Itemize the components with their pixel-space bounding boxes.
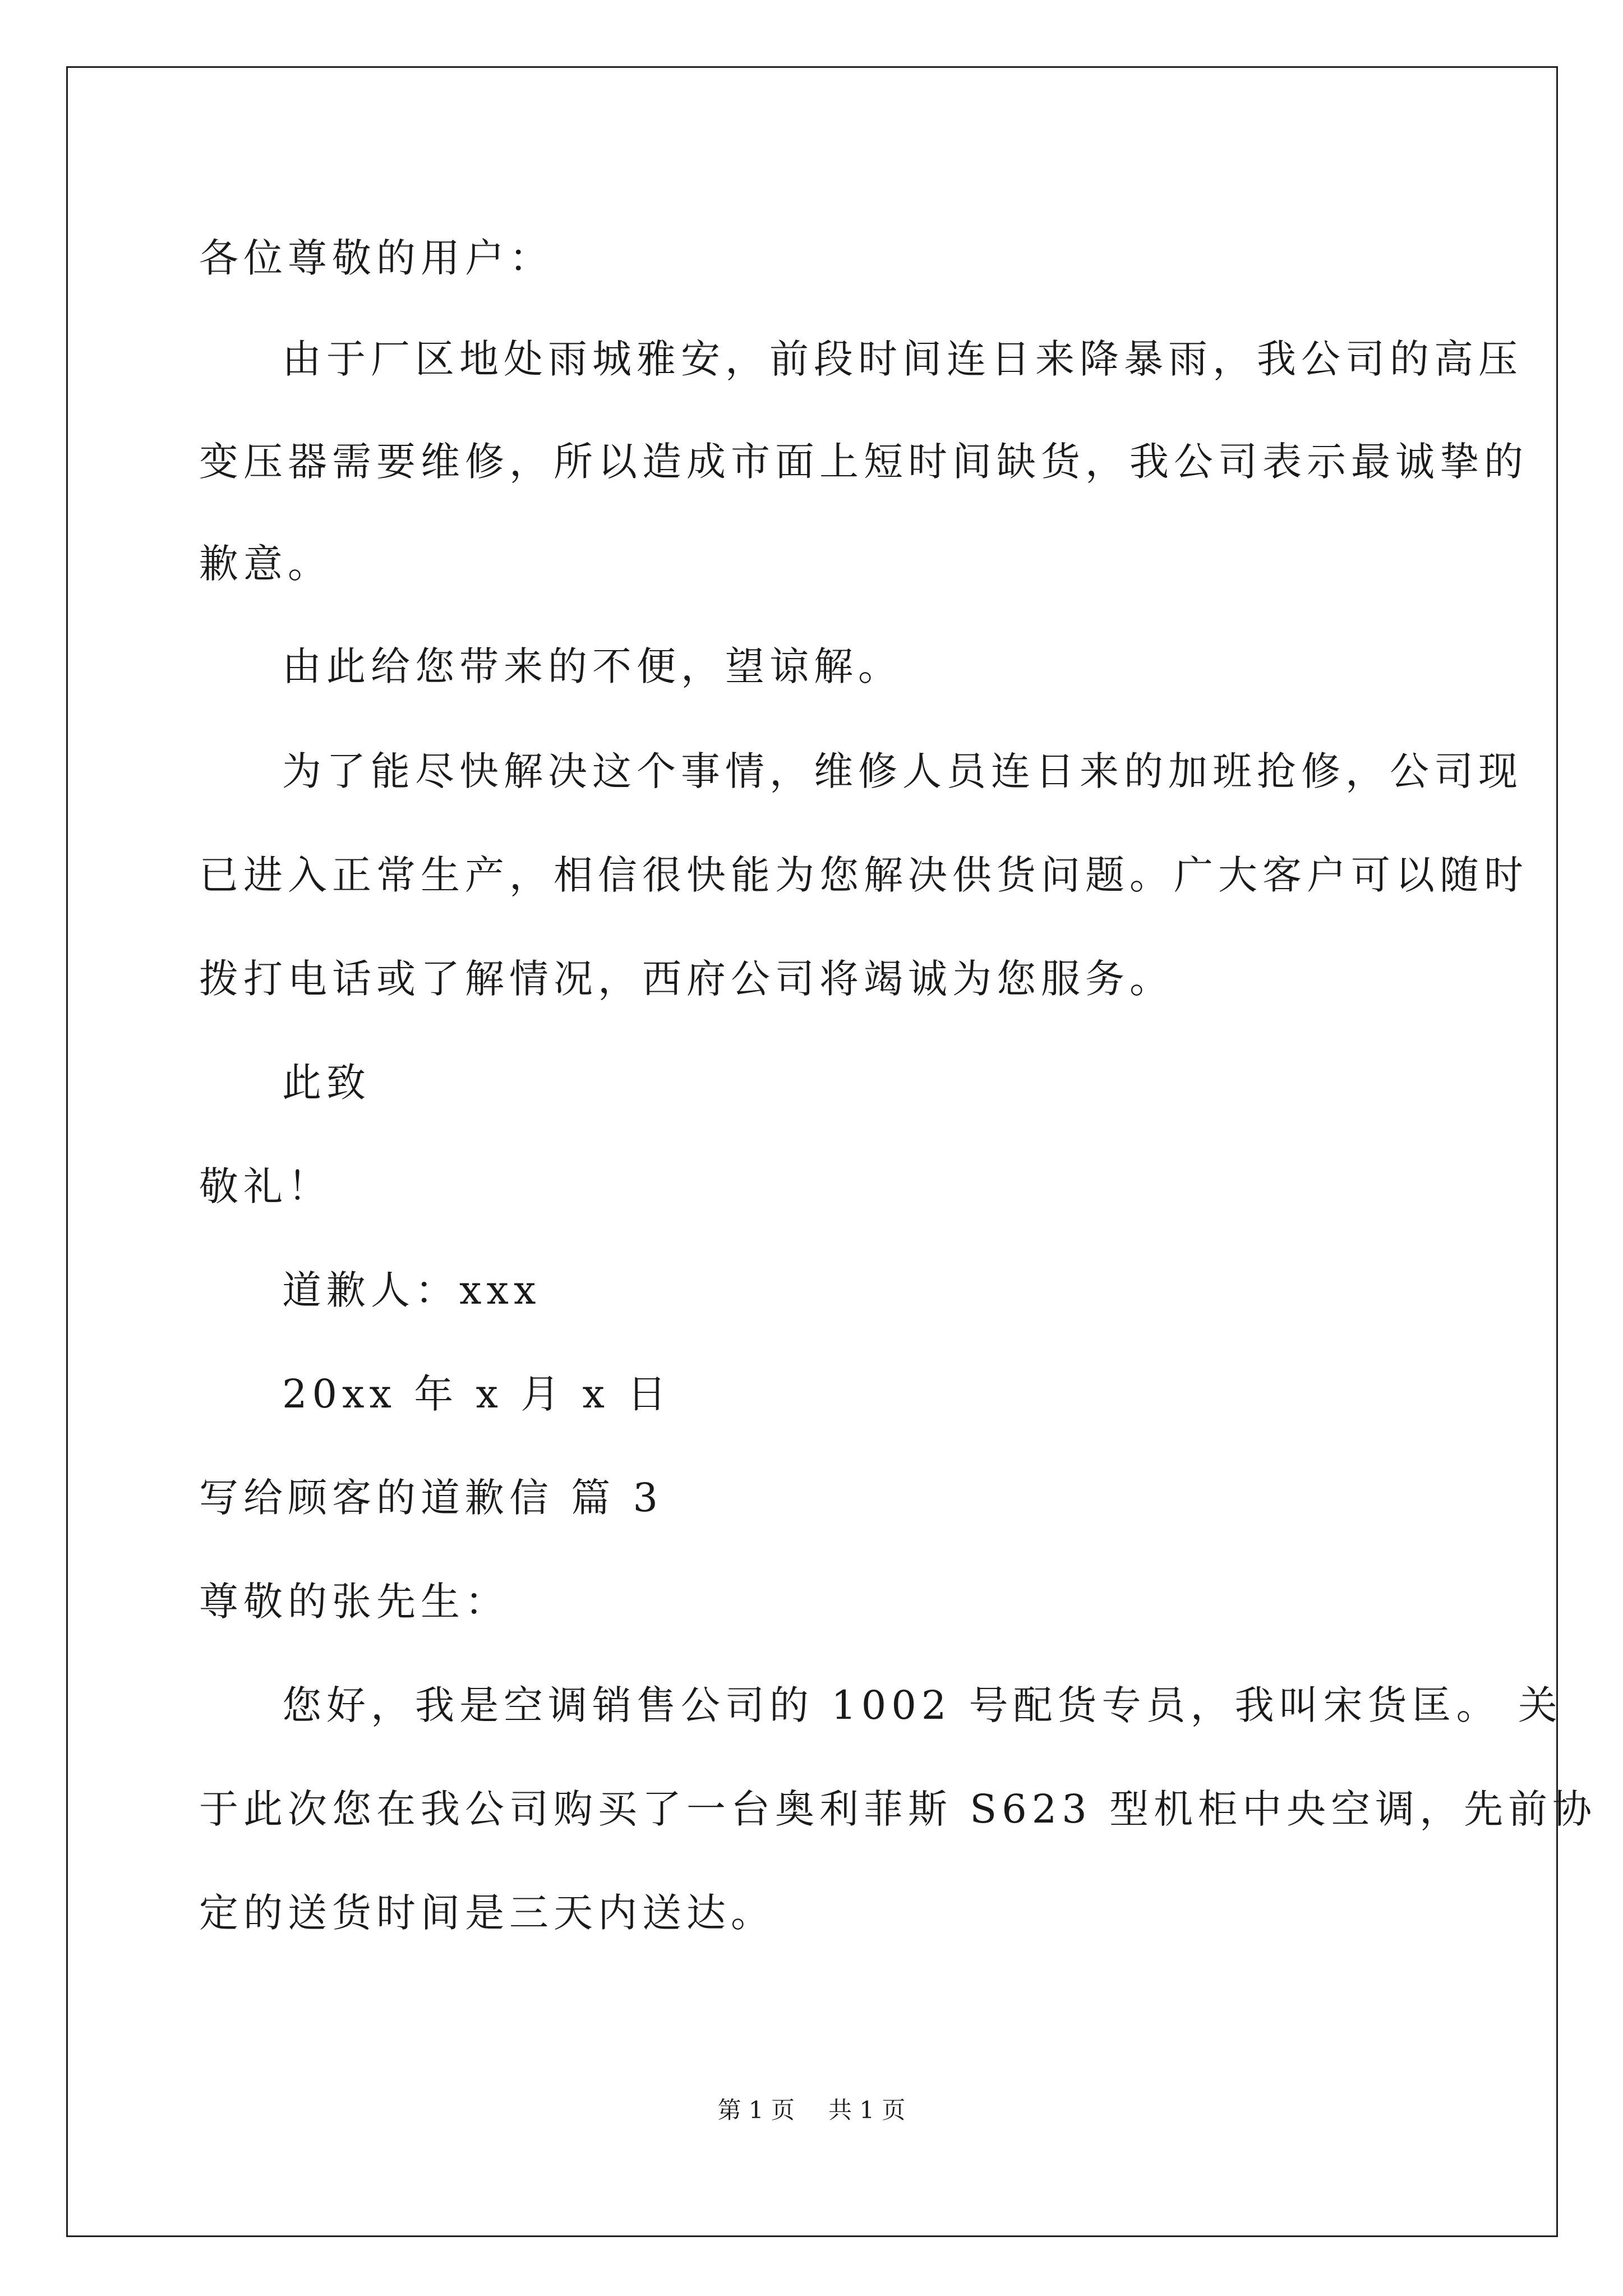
section-heading: 写给顾客的道歉信 篇 3 <box>199 1475 663 1521</box>
paragraph-line: 为了能尽快解决这个事情，维修人员连日来的加班抢修，公司现 <box>282 748 1523 794</box>
salutation: 尊敬的张先生： <box>199 1579 509 1625</box>
paragraph-line: 您好，我是空调销售公司的 1002 号配货专员，我叫宋货匡。 关 <box>282 1682 1562 1728</box>
page-number: 第 1 页 <box>717 2096 795 2124</box>
paragraph-line: 变压器需要维修，所以造成市面上短时间缺货，我公司表示最诚挚的 <box>199 439 1528 485</box>
paragraph-line: 定的送货时间是三天内送达。 <box>199 1890 775 1936</box>
paragraph-line: 已进入正常生产，相信很快能为您解决供货问题。广大客户可以随时 <box>199 852 1528 898</box>
date-line: 20xx 年 x 月 x 日 <box>282 1371 672 1417</box>
paragraph-line: 歉意。 <box>199 541 332 587</box>
signature-line: 道歉人：xxx <box>282 1267 541 1313</box>
paragraph-line: 于此次您在我公司购买了一台奥利菲斯 S623 型机柜中央空调，先前协 <box>199 1786 1597 1832</box>
closing-line: 敬礼！ <box>199 1163 332 1209</box>
page-footer <box>0 2093 1623 2127</box>
closing-line: 此致 <box>282 1060 371 1106</box>
salutation: 各位尊敬的用户： <box>199 235 554 281</box>
paragraph-line: 拨打电话或了解情况，西府公司将竭诚为您服务。 <box>199 956 1174 1002</box>
page-total: 共 1 页 <box>828 2096 906 2124</box>
paragraph-line: 由此给您带来的不便，望谅解。 <box>282 643 902 689</box>
paragraph-line: 由于厂区地处雨城雅安，前段时间连日来降暴雨，我公司的高压 <box>282 336 1523 382</box>
